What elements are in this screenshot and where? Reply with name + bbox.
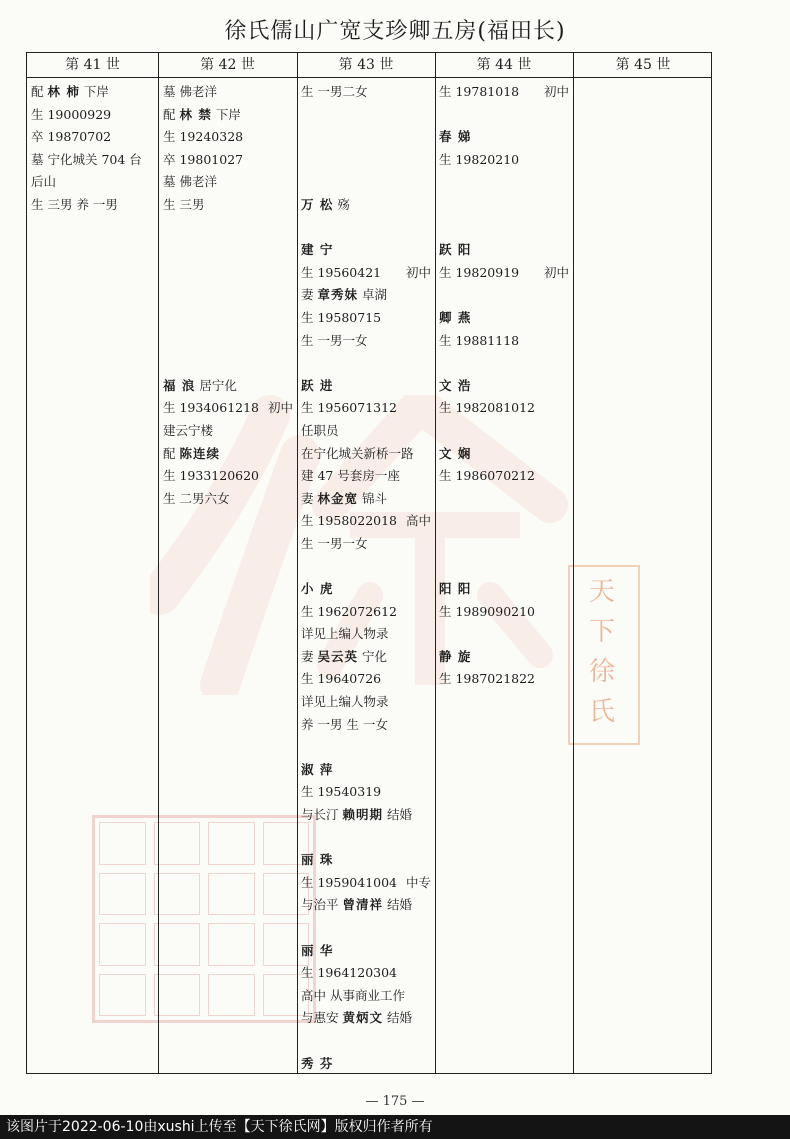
entry-line (301, 217, 431, 240)
entry-text: 生 二男六女 (163, 490, 230, 506)
entry-prefix: 妻 (301, 648, 318, 664)
page-title: 徐氏儒山广宽支珍卿五房(福田长) (224, 19, 566, 44)
person-name: 丽 华 (301, 942, 334, 958)
entry-line (31, 126, 156, 149)
entry-line (439, 375, 569, 398)
entry-text: 生 19540319 (301, 784, 382, 800)
header-gen-41: 第 41 世 (65, 57, 120, 73)
column-gen-43 (301, 81, 431, 1075)
person-name: 跃 进 (301, 377, 334, 393)
entry-line (301, 849, 431, 872)
person-name: 建 宁 (301, 242, 334, 258)
person-name: 万 松 (301, 196, 334, 212)
entry-text: 卒 19801027 (163, 151, 244, 167)
entry-line (439, 646, 569, 669)
entry-line (439, 81, 569, 104)
entry-text: 生 19560421 (301, 264, 382, 280)
entry-line (301, 917, 431, 940)
entry-line (439, 488, 569, 511)
entry-suffix: 卓湖 (358, 287, 387, 303)
entry-line (163, 420, 293, 443)
header-gen-42: 第 42 世 (200, 57, 255, 73)
entry-line (301, 1030, 431, 1053)
entry-text: 生 19820919 (439, 264, 520, 280)
entry-suffix: 居宁化 (195, 377, 237, 393)
entry-text: 生 一男二女 (301, 84, 368, 99)
entry-line (439, 126, 569, 149)
entry-line (301, 375, 431, 398)
person-name: 赖明期 (342, 807, 383, 822)
entry-line (301, 985, 431, 1008)
entry-line (439, 533, 569, 556)
entry-line (301, 510, 431, 533)
genealogy-table (26, 52, 712, 1074)
entry-line (439, 284, 569, 307)
entry-prefix: 与治平 (301, 897, 343, 913)
entry-line (301, 555, 431, 578)
upload-footer-banner: 该图片于2022-06-10由xushi上传至【天下徐氏网】版权归作者所有 (0, 1115, 790, 1139)
entry-text: 生 1986070212 (439, 468, 536, 484)
entry-text: 在宁化城关新桥一路 (301, 445, 414, 461)
entry-text: 生 一男一女 (301, 332, 368, 348)
entry-text: 建云宁楼 (163, 422, 214, 438)
entry-suffix: 殇 (333, 196, 350, 212)
entry-suffix: 下岸 (211, 106, 241, 122)
entry-line (439, 307, 569, 330)
education-level: 初中 (543, 264, 569, 280)
education-level: 初中 (405, 264, 431, 280)
entry-text: 生 1934061218 (163, 400, 260, 416)
person-name: 林 禁 (179, 106, 212, 122)
entry-line (31, 194, 156, 217)
entry-line (301, 465, 431, 488)
entry-line (301, 104, 431, 127)
entry-line (301, 759, 431, 782)
person-name: 章秀妹 (317, 287, 358, 303)
entry-text: 高中 从事商业工作 (301, 987, 405, 1003)
entry-line (163, 81, 293, 104)
entry-suffix: 结婚 (383, 1010, 412, 1026)
entry-text: 详见上编人物录 (301, 626, 389, 642)
entry-line (163, 194, 293, 217)
column-divider (158, 53, 159, 1073)
entry-line (301, 578, 431, 601)
entry-line (163, 488, 293, 511)
entry-line (301, 488, 431, 511)
watermark-side-text: 天 下 徐 氏 (588, 577, 615, 727)
column-divider (435, 53, 436, 1073)
entry-suffix: 结婚 (383, 807, 412, 822)
entry-line (163, 262, 293, 285)
entry-text: 详见上编人物录 (301, 694, 389, 710)
entry-line (163, 397, 293, 420)
entry-line (439, 578, 569, 601)
entry-line (301, 330, 431, 353)
entry-line (439, 171, 569, 194)
entry-prefix: 配 (163, 106, 180, 122)
person-name: 文 浩 (439, 377, 472, 393)
entry-line (301, 284, 431, 307)
entry-text: 生 1958022018 (301, 513, 398, 529)
entry-text: 养 一男 生 一女 (301, 716, 388, 732)
person-name: 文 娴 (439, 445, 472, 461)
entry-prefix: 与长汀 (301, 807, 343, 822)
entry-line (439, 149, 569, 172)
column-gen-44 (439, 81, 569, 691)
person-name: 陈连续 (179, 445, 220, 461)
entry-line (31, 149, 156, 172)
header-gen-43: 第 43 世 (338, 57, 394, 73)
entry-text: 生 一男一女 (301, 535, 368, 551)
entry-text: 生 1987021822 (439, 671, 536, 687)
entry-line (439, 443, 569, 466)
education-level: 高中 (405, 513, 431, 529)
entry-line (163, 104, 293, 127)
entry-line (163, 284, 293, 307)
column-gen-41 (31, 81, 156, 217)
entry-line (301, 171, 431, 194)
entry-line (301, 443, 431, 466)
entry-line (163, 375, 293, 398)
entry-line (439, 352, 569, 375)
entry-line (163, 149, 293, 172)
entry-line (301, 533, 431, 556)
entry-line (301, 1007, 431, 1030)
entry-suffix: 下岸 (79, 84, 109, 99)
entry-text: 卒 19870702 (31, 129, 112, 145)
entry-line (301, 239, 431, 262)
entry-text: 生 三男 (163, 196, 205, 212)
entry-line (301, 894, 431, 917)
entry-line (439, 330, 569, 353)
person-name: 秀 芬 (301, 1055, 334, 1071)
entry-line (301, 691, 431, 714)
entry-line (439, 465, 569, 488)
education-level: 初中 (267, 400, 293, 416)
entry-line (31, 81, 156, 104)
entry-text: 生 1989090210 (439, 603, 536, 619)
entry-line (439, 397, 569, 420)
person-name: 跃 阳 (439, 242, 472, 258)
entry-line (301, 940, 431, 963)
person-name: 林 柿 (47, 84, 80, 99)
column-divider (297, 53, 298, 1073)
entry-line (301, 81, 431, 104)
entry-line (301, 262, 431, 285)
entry-text: 墓 宁化城关 704 台 (31, 151, 142, 167)
entry-line (439, 420, 569, 443)
entry-line (31, 104, 156, 127)
entry-prefix: 与惠安 (301, 1010, 343, 1026)
entry-line (301, 646, 431, 669)
entry-line (439, 262, 569, 285)
person-name: 静 旋 (439, 648, 472, 664)
entry-line (301, 194, 431, 217)
entry-line (301, 962, 431, 985)
entry-line (439, 239, 569, 262)
entry-text: 后山 (31, 174, 57, 190)
entry-line (301, 736, 431, 759)
column-divider (573, 53, 574, 1073)
entry-text: 墓 佛老洋 (163, 174, 217, 190)
entry-prefix: 妻 (301, 490, 318, 506)
entry-line (163, 126, 293, 149)
entry-line (301, 781, 431, 804)
education-level: 初中 (543, 84, 569, 99)
entry-text: 生 19781018 (439, 84, 520, 99)
person-name: 春 娣 (439, 129, 472, 145)
entry-line (163, 307, 293, 330)
entry-line (163, 352, 293, 375)
entry-line (439, 194, 569, 217)
entry-text: 生 19240328 (163, 129, 244, 145)
person-name: 阳 阳 (439, 581, 472, 597)
entry-text: 生 1982081012 (439, 400, 536, 416)
header-gen-45: 第 45 世 (615, 57, 671, 73)
entry-line (439, 623, 569, 646)
entry-line (301, 1053, 431, 1076)
person-name: 丽 珠 (301, 852, 334, 868)
entry-line (31, 171, 156, 194)
entry-line (301, 714, 431, 737)
entry-line (439, 555, 569, 578)
entry-line (163, 443, 293, 466)
entry-line (301, 149, 431, 172)
entry-line (301, 352, 431, 375)
entry-prefix: 妻 (301, 287, 318, 303)
education-level: 中专 (405, 874, 431, 890)
person-name: 小 虎 (301, 581, 334, 597)
entry-line (301, 397, 431, 420)
entry-prefix: 配 (163, 445, 180, 461)
entry-text: 建 47 号套房一座 (301, 468, 400, 484)
person-name: 黄炳文 (342, 1010, 383, 1026)
entry-text: 生 三男 养 一男 (31, 196, 118, 212)
entry-line (163, 171, 293, 194)
entry-suffix: 结婚 (383, 897, 412, 913)
entry-text: 墓 佛老洋 (163, 84, 217, 99)
entry-text: 生 1962072612 (301, 603, 398, 619)
column-gen-42 (163, 81, 293, 510)
entry-line (163, 330, 293, 353)
header-divider (27, 77, 711, 78)
entry-line (301, 804, 431, 827)
entry-text: 任职员 (301, 422, 339, 438)
entry-line (439, 104, 569, 127)
entry-text: 生 19881118 (439, 332, 520, 348)
entry-text: 生 19580715 (301, 309, 382, 325)
person-name: 林金宽 (317, 490, 358, 506)
entry-text: 生 19000929 (31, 106, 112, 122)
header-gen-44: 第 44 世 (476, 57, 532, 73)
person-name: 福 浪 (163, 377, 196, 393)
entry-text: 生 1964120304 (301, 965, 398, 981)
entry-text: 生 1956071312 (301, 400, 398, 416)
entry-line (301, 872, 431, 895)
entry-line (163, 239, 293, 262)
entry-line (301, 601, 431, 624)
entry-line (163, 465, 293, 488)
page-number: — 175 — (365, 1094, 425, 1109)
person-name: 曾清祥 (342, 897, 383, 913)
entry-line (301, 623, 431, 646)
entry-line (439, 217, 569, 240)
entry-line (439, 668, 569, 691)
entry-suffix: 锦斗 (358, 490, 387, 506)
person-name: 卿 燕 (439, 309, 472, 325)
entry-line (439, 601, 569, 624)
entry-line (301, 126, 431, 149)
entry-prefix: 配 (31, 84, 48, 99)
entry-line (301, 668, 431, 691)
person-name: 吴云英 (317, 648, 358, 664)
entry-line (301, 420, 431, 443)
entry-line (301, 307, 431, 330)
entry-text: 生 19820210 (439, 151, 520, 167)
entry-line (439, 510, 569, 533)
entry-text: 生 1933120620 (163, 468, 260, 484)
entry-line (163, 217, 293, 240)
entry-text: 生 19640726 (301, 671, 382, 687)
entry-text: 生 1959041004 (301, 874, 398, 890)
entry-suffix: 宁化 (358, 648, 387, 664)
person-name: 淑 萍 (301, 761, 334, 777)
entry-line (301, 827, 431, 850)
